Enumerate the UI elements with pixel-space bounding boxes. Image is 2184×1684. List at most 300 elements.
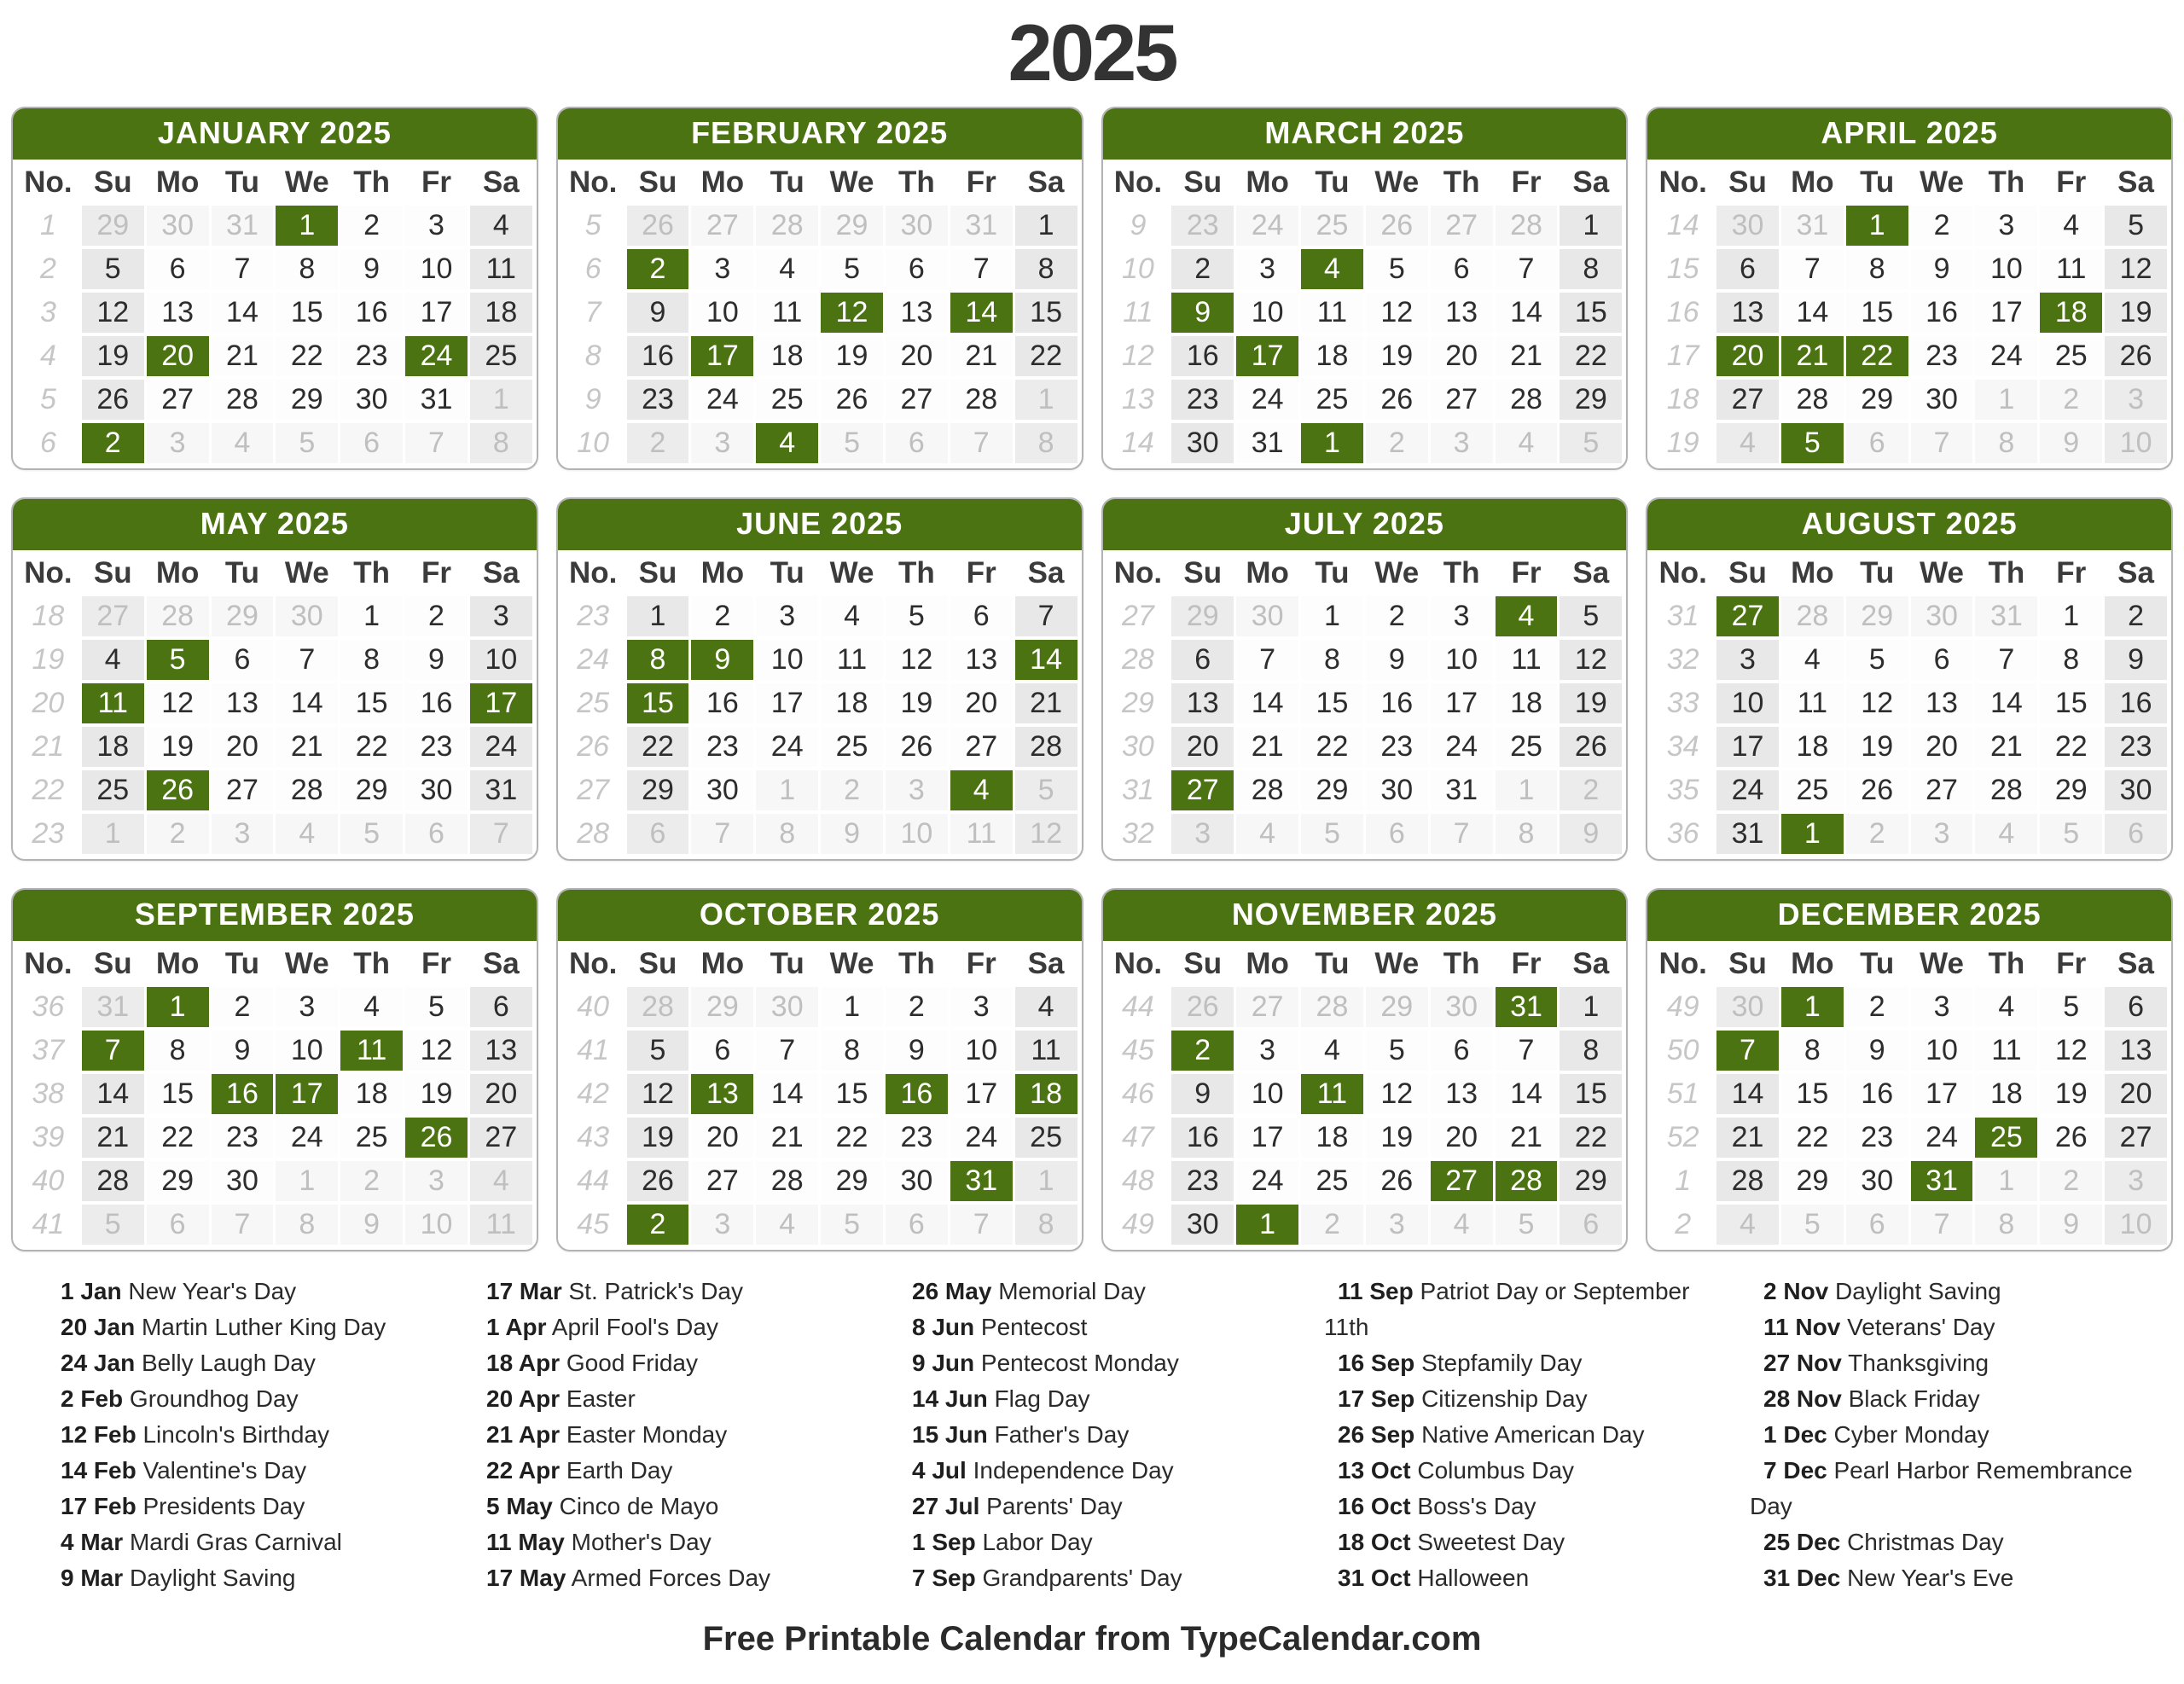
weekday-header-cell: Fr	[2056, 556, 2087, 590]
day-cell: 6	[212, 640, 274, 680]
month-card	[1101, 497, 1629, 861]
day-cell: 5	[1496, 1205, 1558, 1245]
weekday-header-row	[562, 944, 1077, 984]
day-cell: 6	[1171, 640, 1234, 680]
day-cell: 2	[2040, 380, 2102, 420]
day-cell: 6	[1431, 249, 1493, 289]
day-cell: 24	[1911, 1118, 1973, 1158]
weekday-header-cell: Tu	[224, 165, 260, 200]
week-number: 32	[1652, 640, 1714, 680]
day-cell: 26	[1560, 727, 1622, 767]
day-cell: 14	[1975, 683, 2037, 723]
day-cell: 13	[1431, 293, 1493, 333]
day-cell: 9	[2040, 1205, 2102, 1245]
weekday-header-cell: Tu	[224, 556, 260, 590]
day-cell: 11	[1015, 1031, 1077, 1071]
day-cell: 30	[1171, 423, 1234, 463]
week-row	[17, 336, 532, 376]
week-row	[1652, 380, 2167, 420]
day-cell: 31	[950, 206, 1013, 246]
week-number: 50	[1652, 1031, 1714, 1071]
week-number: 10	[1107, 249, 1170, 289]
day-cell: 27	[2105, 1118, 2167, 1158]
week-row	[1652, 293, 2167, 333]
day-cell: 26	[82, 380, 144, 420]
day-cell: 13	[2105, 1031, 2167, 1071]
day-cell: 13	[470, 1031, 532, 1071]
day-cell: 23	[627, 380, 689, 420]
holiday-item	[1750, 1274, 2160, 1309]
day-cell: 29	[1301, 770, 1363, 810]
day-cell: 13	[212, 683, 274, 723]
day-cell: 12	[627, 1074, 689, 1114]
holiday-name: Cinco de Mayo	[559, 1493, 719, 1520]
week-number: 11	[1107, 293, 1170, 333]
month-table	[1647, 160, 2171, 468]
weekday-header-row	[17, 163, 532, 202]
day-cell: 17	[276, 1074, 338, 1114]
week-number: 5	[17, 380, 79, 420]
week-number: 19	[17, 640, 79, 680]
weekday-header-cell: Fr	[1511, 947, 1542, 981]
holiday-name: Pentecost	[980, 1314, 1088, 1341]
day-cell: 23	[340, 336, 403, 376]
day-cell: 7	[82, 1031, 144, 1071]
week-row	[1107, 249, 1623, 289]
weekday-header-cell: Mo	[1246, 165, 1289, 200]
week-number: 29	[1107, 683, 1170, 723]
week-number: 24	[562, 640, 624, 680]
weekday-header-cell: Fr	[2056, 947, 2087, 981]
day-cell: 29	[1781, 1161, 1844, 1201]
weekday-header-cell: We	[284, 947, 329, 981]
day-cell: 27	[1431, 1161, 1493, 1201]
week-row	[1652, 249, 2167, 289]
weekday-header-cell: Su	[638, 165, 677, 200]
day-cell: 1	[756, 770, 818, 810]
day-cell: 25	[2040, 336, 2102, 376]
week-row	[1652, 423, 2167, 463]
day-cell: 27	[1236, 987, 1298, 1027]
day-cell: 7	[1015, 596, 1077, 636]
day-cell: 31	[405, 380, 468, 420]
day-cell: 7	[212, 1205, 274, 1245]
day-cell: 7	[470, 814, 532, 854]
month-title: SEPTEMBER 2025	[13, 890, 537, 941]
weekday-header-cell: Th	[1988, 947, 2025, 981]
day-cell: 26	[2040, 1118, 2102, 1158]
weekday-header-cell: Th	[1443, 556, 1480, 590]
day-cell: 29	[82, 206, 144, 246]
day-cell: 19	[147, 727, 209, 767]
day-cell: 17	[756, 683, 818, 723]
day-cell: 8	[821, 1031, 883, 1071]
day-cell: 8	[147, 1031, 209, 1071]
day-cell: 26	[1366, 206, 1428, 246]
day-cell: 24	[276, 1118, 338, 1158]
day-cell: 1	[82, 814, 144, 854]
day-cell: 19	[2105, 293, 2167, 333]
day-cell: 11	[340, 1031, 403, 1071]
day-cell: 2	[147, 814, 209, 854]
holiday-name: Grandparents' Day	[982, 1565, 1182, 1592]
day-cell: 16	[1171, 336, 1234, 376]
day-cell: 29	[2040, 770, 2102, 810]
day-cell: 26	[886, 727, 948, 767]
day-cell: 9	[627, 293, 689, 333]
day-cell: 3	[1975, 206, 2037, 246]
day-cell: 6	[2105, 987, 2167, 1027]
weekday-header-cell: Fr	[1511, 165, 1542, 200]
day-cell: 4	[276, 814, 338, 854]
weekday-header-cell: We	[1920, 556, 1964, 590]
day-cell: 15	[821, 1074, 883, 1114]
day-cell: 10	[1975, 249, 2037, 289]
holiday-name: Cyber Monday	[1833, 1421, 1989, 1449]
holiday-name: Thanksgiving	[1848, 1350, 1989, 1377]
day-cell: 22	[1301, 727, 1363, 767]
week-row	[1652, 640, 2167, 680]
month-card	[556, 888, 1083, 1251]
holiday-date: 18 Apr	[486, 1350, 561, 1377]
holiday-item	[898, 1524, 1309, 1560]
holiday-date: 15 Jun	[912, 1421, 988, 1449]
day-cell: 17	[470, 683, 532, 723]
day-cell: 28	[276, 770, 338, 810]
day-cell: 19	[2040, 1074, 2102, 1114]
week-number: 33	[1652, 683, 1714, 723]
week-number: 18	[1652, 380, 1714, 420]
day-cell: 26	[1171, 987, 1234, 1027]
day-cell: 27	[147, 380, 209, 420]
week-number: 43	[562, 1118, 624, 1158]
day-cell: 25	[1975, 1118, 2037, 1158]
day-cell: 25	[1301, 206, 1363, 246]
weekday-header-cell: Su	[93, 947, 132, 981]
weekday-header-cell: Th	[1443, 165, 1480, 200]
day-cell: 4	[1975, 814, 2037, 854]
holiday-column	[47, 1274, 457, 1596]
holiday-name: Earth Day	[566, 1457, 673, 1484]
weekday-header-cell: We	[1374, 947, 1420, 981]
day-cell: 2	[886, 987, 948, 1027]
day-cell: 10	[691, 293, 753, 333]
day-cell: 3	[1366, 1205, 1428, 1245]
holiday-date: 18 Oct	[1338, 1529, 1411, 1556]
day-cell: 5	[1560, 596, 1622, 636]
weekday-header-cell: Su	[1183, 165, 1223, 200]
day-cell: 16	[340, 293, 403, 333]
day-cell: 25	[1496, 727, 1558, 767]
day-cell: 8	[1781, 1031, 1844, 1071]
day-cell: 30	[1366, 770, 1428, 810]
day-cell: 6	[886, 1205, 948, 1245]
weekday-header-cell: Sa	[1572, 947, 1610, 981]
holiday-item	[898, 1381, 1309, 1417]
day-cell: 7	[212, 249, 274, 289]
weekday-header-cell: Th	[353, 947, 391, 981]
day-cell: 20	[886, 336, 948, 376]
day-cell: 23	[1911, 336, 1973, 376]
month-table	[558, 160, 1082, 468]
holiday-name: April Fool's Day	[551, 1314, 718, 1341]
week-row	[562, 1031, 1077, 1071]
weekday-header-cell: No.	[568, 556, 618, 590]
day-cell: 5	[405, 987, 468, 1027]
week-row	[1107, 727, 1623, 767]
day-cell: 30	[1911, 596, 1973, 636]
holiday-date: 5 May	[486, 1493, 553, 1520]
week-number: 27	[1107, 596, 1170, 636]
week-row	[17, 249, 532, 289]
day-cell: 10	[2105, 423, 2167, 463]
day-cell: 3	[1911, 814, 1973, 854]
day-cell: 1	[1975, 1161, 2037, 1201]
week-row	[562, 640, 1077, 680]
day-cell: 20	[212, 727, 274, 767]
weekday-header-cell: Tu	[224, 947, 260, 981]
weekday-header-cell: Su	[93, 165, 132, 200]
day-cell: 3	[405, 206, 468, 246]
holiday-column	[898, 1274, 1309, 1596]
holiday-name: Boss's Day	[1417, 1493, 1536, 1520]
day-cell: 28	[1301, 987, 1363, 1027]
day-cell: 6	[950, 596, 1013, 636]
week-row	[562, 1074, 1077, 1114]
week-number: 27	[562, 770, 624, 810]
month-card	[11, 497, 538, 861]
day-cell: 7	[756, 1031, 818, 1071]
day-cell: 26	[821, 380, 883, 420]
day-cell: 5	[1560, 423, 1622, 463]
day-cell: 3	[886, 770, 948, 810]
holiday-name: Groundhog Day	[129, 1385, 299, 1413]
day-cell: 7	[950, 249, 1013, 289]
day-cell: 25	[1015, 1118, 1077, 1158]
day-cell: 19	[1366, 1118, 1428, 1158]
day-cell: 2	[1560, 770, 1622, 810]
day-cell: 11	[821, 640, 883, 680]
week-number: 51	[1652, 1074, 1714, 1114]
holiday-date: 1 Jan	[61, 1278, 122, 1305]
day-cell: 2	[1171, 1031, 1234, 1071]
day-cell: 24	[1236, 206, 1298, 246]
week-row	[1107, 1205, 1623, 1245]
holiday-date: 26 Sep	[1338, 1421, 1415, 1449]
day-cell: 24	[1236, 1161, 1298, 1201]
day-cell: 5	[276, 423, 338, 463]
week-number: 13	[1107, 380, 1170, 420]
holiday-date: 13 Oct	[1338, 1457, 1411, 1484]
day-cell: 6	[340, 423, 403, 463]
holiday-date: 4 Mar	[61, 1529, 124, 1556]
day-cell: 29	[627, 770, 689, 810]
week-row	[1107, 423, 1623, 463]
holiday-name: Pearl Harbor Remembrance Day	[1750, 1457, 2133, 1520]
week-number: 52	[1652, 1118, 1714, 1158]
day-cell: 1	[1301, 423, 1363, 463]
holiday-item	[473, 1524, 883, 1560]
day-cell: 15	[627, 683, 689, 723]
day-cell: 29	[1171, 596, 1234, 636]
week-row	[1107, 293, 1623, 333]
day-cell: 28	[756, 1161, 818, 1201]
weekday-header-cell: Sa	[1027, 165, 1065, 200]
month-card	[556, 107, 1083, 470]
day-cell: 18	[1975, 1074, 2037, 1114]
day-cell: 1	[1301, 596, 1363, 636]
day-cell: 8	[1496, 814, 1558, 854]
day-cell: 28	[627, 987, 689, 1027]
day-cell: 13	[1171, 683, 1234, 723]
day-cell: 14	[1496, 1074, 1558, 1114]
day-cell: 15	[1781, 1074, 1844, 1114]
day-cell: 29	[340, 770, 403, 810]
week-number: 40	[17, 1161, 79, 1201]
day-cell: 8	[1975, 423, 2037, 463]
day-cell: 8	[1301, 640, 1363, 680]
day-cell: 27	[950, 727, 1013, 767]
day-cell: 5	[1015, 770, 1077, 810]
weekday-header-cell: Sa	[482, 165, 520, 200]
day-cell: 5	[821, 1205, 883, 1245]
week-row	[1652, 727, 2167, 767]
day-cell: 1	[1781, 814, 1844, 854]
day-cell: 26	[1366, 380, 1428, 420]
day-cell: 28	[1781, 596, 1844, 636]
holiday-date: 27 Jul	[912, 1493, 980, 1520]
day-cell: 13	[691, 1074, 753, 1114]
week-row	[17, 727, 532, 767]
day-cell: 27	[212, 770, 274, 810]
day-cell: 11	[82, 683, 144, 723]
week-number: 32	[1107, 814, 1170, 854]
holiday-column	[1750, 1274, 2160, 1596]
month-title: MARCH 2025	[1103, 108, 1627, 160]
day-cell: 12	[405, 1031, 468, 1071]
weekday-header-cell: No.	[24, 165, 73, 200]
day-cell: 6	[1431, 1031, 1493, 1071]
day-cell: 18	[1781, 727, 1844, 767]
day-cell: 23	[212, 1118, 274, 1158]
day-cell: 10	[1236, 1074, 1298, 1114]
day-cell: 1	[1015, 206, 1077, 246]
day-cell: 14	[950, 293, 1013, 333]
day-cell: 25	[1781, 770, 1844, 810]
week-number: 35	[1652, 770, 1714, 810]
weekday-header-cell: Su	[1728, 556, 1767, 590]
day-cell: 28	[1975, 770, 2037, 810]
day-cell: 26	[147, 770, 209, 810]
day-cell: 14	[276, 683, 338, 723]
day-cell: 28	[1781, 380, 1844, 420]
day-cell: 21	[756, 1118, 818, 1158]
day-cell: 7	[1236, 640, 1298, 680]
day-cell: 28	[1496, 1161, 1558, 1201]
day-cell: 2	[1366, 423, 1428, 463]
holiday-item	[1324, 1524, 1734, 1560]
day-cell: 29	[821, 206, 883, 246]
holiday-column	[1324, 1274, 1734, 1596]
weekday-header-cell: Fr	[966, 165, 996, 200]
day-cell: 29	[1846, 596, 1908, 636]
day-cell: 21	[1236, 727, 1298, 767]
holiday-date: 7 Sep	[912, 1565, 976, 1592]
day-cell: 1	[276, 206, 338, 246]
holiday-item	[1324, 1453, 1734, 1489]
holiday-name: Stepfamily Day	[1421, 1350, 1583, 1377]
day-cell: 8	[276, 1205, 338, 1245]
month-table	[558, 941, 1082, 1250]
day-cell: 21	[1781, 336, 1844, 376]
day-cell: 8	[1560, 249, 1622, 289]
holiday-name: Christmas Day	[1847, 1529, 2004, 1556]
week-number: 28	[1107, 640, 1170, 680]
holiday-name: Good Friday	[566, 1350, 698, 1377]
day-cell: 6	[1716, 249, 1779, 289]
day-cell: 23	[405, 727, 468, 767]
day-cell: 19	[82, 336, 144, 376]
weekday-header-cell: Sa	[2117, 947, 2154, 981]
day-cell: 29	[1366, 987, 1428, 1027]
month-title: AUGUST 2025	[1647, 499, 2171, 550]
weekday-header-cell: Mo	[155, 947, 200, 981]
week-number: 9	[1107, 206, 1170, 246]
holiday-item	[898, 1453, 1309, 1489]
day-cell: 6	[1846, 423, 1908, 463]
day-cell: 2	[1366, 596, 1428, 636]
day-cell: 19	[627, 1118, 689, 1158]
week-number: 44	[562, 1161, 624, 1201]
holiday-date: 11 May	[486, 1529, 565, 1556]
day-cell: 7	[1911, 1205, 1973, 1245]
weekday-header-cell: Fr	[966, 556, 996, 590]
holiday-item	[1324, 1560, 1734, 1596]
month-title: DECEMBER 2025	[1647, 890, 2171, 941]
weekday-header-cell: Fr	[421, 947, 451, 981]
day-cell: 18	[82, 727, 144, 767]
day-cell: 12	[82, 293, 144, 333]
week-row	[1652, 596, 2167, 636]
day-cell: 17	[1911, 1074, 1973, 1114]
day-cell: 19	[1366, 336, 1428, 376]
weekday-header-cell: No.	[568, 947, 618, 981]
day-cell: 4	[756, 249, 818, 289]
week-number: 23	[17, 814, 79, 854]
day-cell: 18	[1015, 1074, 1077, 1114]
day-cell: 23	[1171, 206, 1234, 246]
holiday-item	[47, 1489, 457, 1524]
day-cell: 18	[2040, 293, 2102, 333]
weekday-header-cell: Fr	[421, 165, 451, 200]
weekday-header-cell: We	[1374, 165, 1420, 200]
holiday-name: Native American Day	[1421, 1421, 1645, 1449]
week-row	[1652, 1205, 2167, 1245]
day-cell: 10	[1911, 1031, 1973, 1071]
day-cell: 9	[1171, 1074, 1234, 1114]
holiday-date: 24 Jan	[61, 1350, 136, 1377]
holiday-item	[473, 1453, 883, 1489]
day-cell: 6	[627, 814, 689, 854]
day-cell: 25	[340, 1118, 403, 1158]
day-cell: 3	[691, 249, 753, 289]
holiday-item	[1750, 1417, 2160, 1453]
day-cell: 3	[691, 1205, 753, 1245]
holiday-date: 9 Jun	[912, 1350, 975, 1377]
day-cell: 1	[1236, 1205, 1298, 1245]
day-cell: 1	[821, 987, 883, 1027]
day-cell: 12	[147, 683, 209, 723]
